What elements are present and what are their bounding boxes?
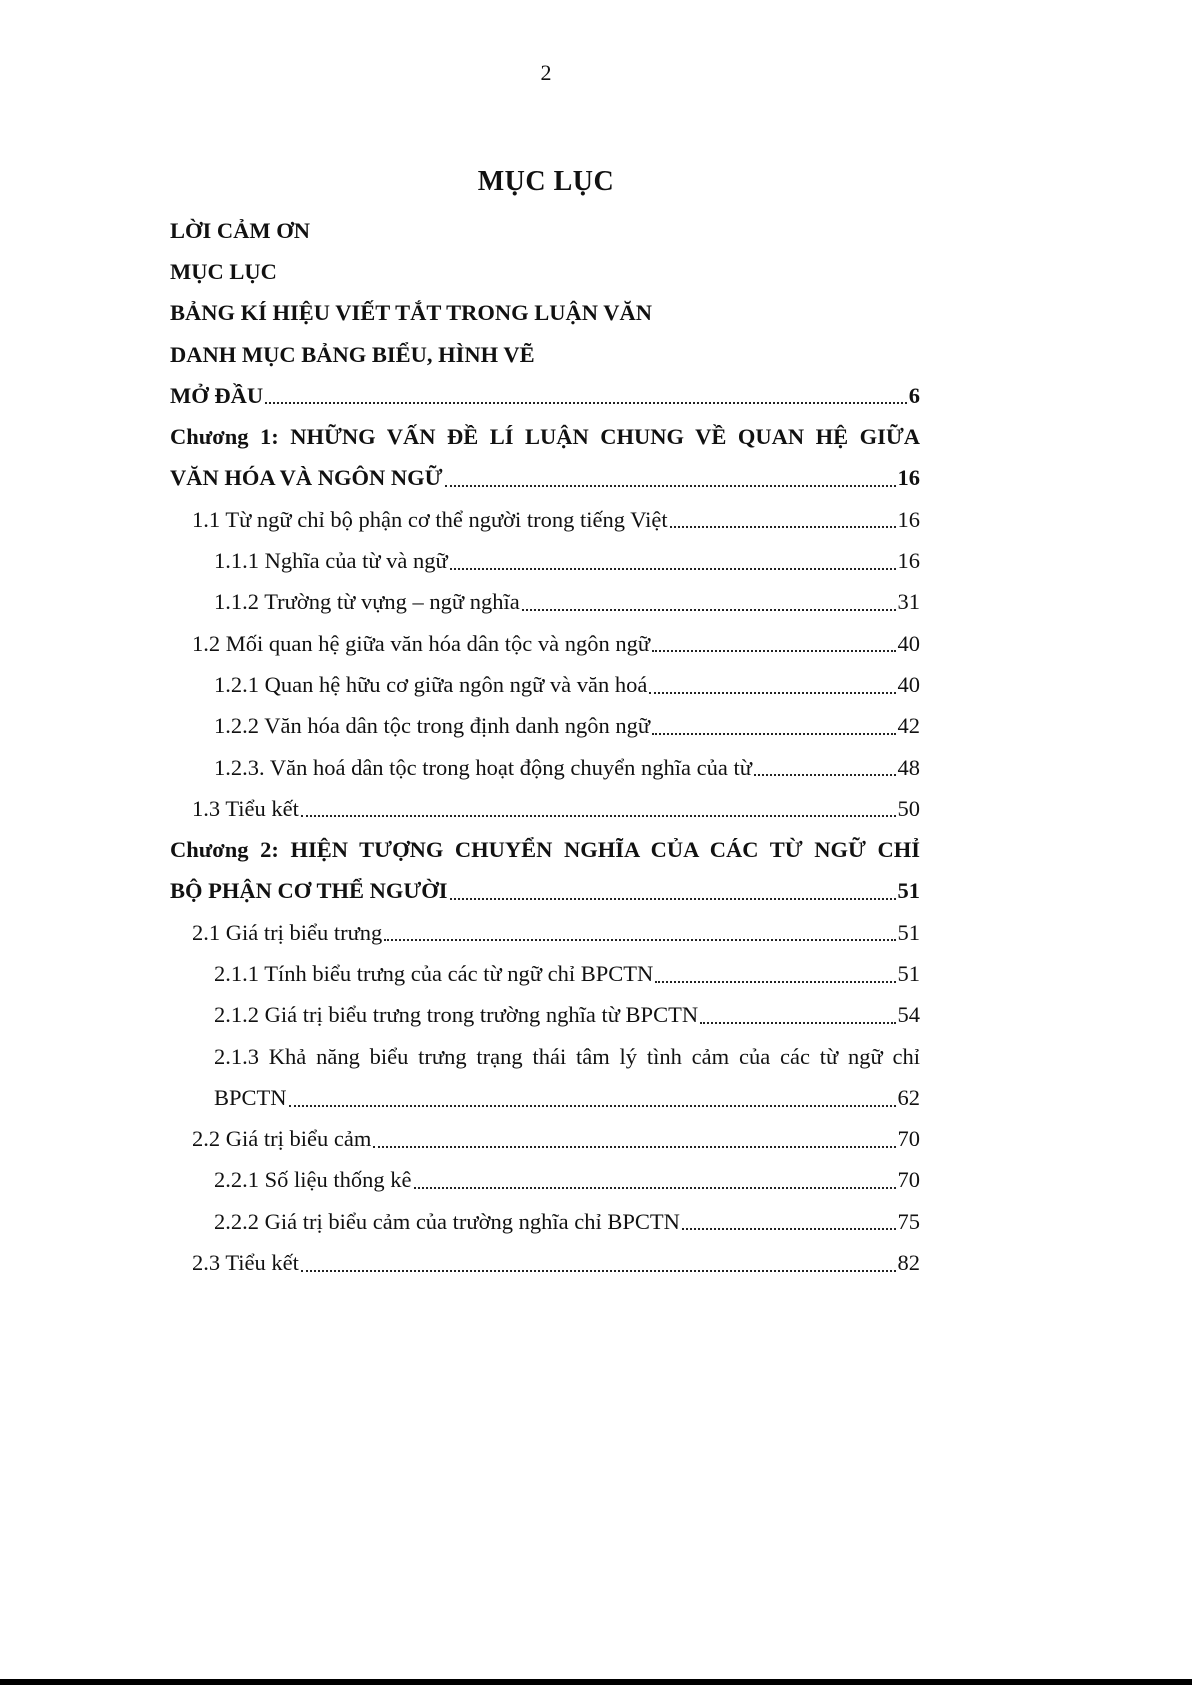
toc-entry[interactable]	[170, 210, 920, 251]
toc-entry-label: Chương 1: NHỮNG VẤN ĐỀ LÍ LUẬN CHUNG VỀ QUAN HỆ GIỮA	[170, 424, 920, 450]
toc-entry[interactable]	[170, 540, 920, 581]
dot-leader	[445, 463, 896, 490]
toc-entry-label: 1.2.1 Quan hệ hữu cơ giữa ngôn ngữ và văn hoá	[214, 671, 648, 697]
toc-entry-label: 2.1 Giá trị biểu trưng	[192, 919, 383, 945]
toc-entry-page: 16	[897, 465, 920, 491]
toc-entry-page: 51	[897, 960, 920, 986]
toc-entry[interactable]	[170, 334, 920, 375]
dot-leader	[522, 587, 896, 614]
toc-entry-label: VĂN HÓA VÀ NGÔN NGỮ	[170, 465, 443, 491]
toc-entry[interactable]	[170, 995, 920, 1036]
page-title: MỤC LỤC	[477, 166, 615, 197]
toc-entry-label: 1.2 Mối quan hệ giữa văn hóa dân tộc và ngôn ngữ	[192, 630, 651, 656]
toc-entry[interactable]	[170, 293, 920, 334]
toc-entry[interactable]	[170, 1201, 920, 1242]
toc-entry-page: 16	[897, 548, 920, 574]
toc-entry-label: 1.2.3. Văn hoá dân tộc trong hoạt động chuyển nghĩa của từ	[214, 754, 752, 780]
toc-entry[interactable]	[170, 829, 920, 870]
toc-entry-label: 2.3 Tiểu kết	[192, 1250, 299, 1276]
toc-entry-page: 16	[897, 506, 920, 532]
toc-entry-page: 70	[897, 1167, 920, 1193]
toc-entry[interactable]	[170, 912, 920, 953]
toc-entry-page: 54	[897, 1002, 920, 1028]
toc-entry-label: Chương 2: HIỆN TƯỢNG CHUYỂN NGHĨA CỦA CÁC TỪ NGỮ CHỈ	[170, 837, 920, 863]
page-number: 2	[540, 60, 552, 85]
toc-entry-page: 75	[897, 1208, 920, 1234]
dot-leader	[301, 1248, 896, 1275]
toc-entry-page: 51	[897, 878, 920, 904]
toc-entry-label: 2.2.1 Số liệu thống kê	[214, 1167, 412, 1193]
toc-entry-page: 51	[897, 919, 920, 945]
toc-entry[interactable]	[170, 1160, 920, 1201]
toc-entry-label: 1.2.2 Văn hóa dân tộc trong định danh ngôn ngữ	[214, 713, 651, 739]
toc-entry-label: DANH MỤC BẢNG BIỂU, HÌNH VẼ	[170, 341, 535, 367]
dot-leader	[450, 876, 896, 903]
dot-leader	[384, 917, 895, 944]
dot-leader	[682, 1206, 896, 1233]
dot-leader	[652, 711, 895, 738]
dot-leader	[670, 504, 896, 531]
toc-entry[interactable]	[170, 623, 920, 664]
dot-leader	[265, 380, 907, 407]
toc-entry[interactable]	[170, 416, 920, 457]
dot-leader	[289, 1083, 896, 1110]
toc-entry[interactable]	[170, 251, 920, 292]
toc-entry-label: 1.1 Từ ngữ chỉ bộ phận cơ thể người trong tiếng Việt	[192, 506, 668, 532]
toc-entry[interactable]	[170, 953, 920, 994]
dot-leader	[649, 670, 895, 697]
toc-entry[interactable]	[170, 664, 920, 705]
toc-entry[interactable]	[170, 788, 920, 829]
toc-entry-label: 2.2 Giá trị biểu cảm	[192, 1126, 372, 1152]
toc-entry[interactable]	[170, 706, 920, 747]
toc-entry-page: 6	[908, 382, 920, 408]
dot-leader	[450, 546, 896, 573]
toc-entry-page: 62	[897, 1084, 920, 1110]
toc-entry[interactable]	[170, 1036, 920, 1077]
toc-entry-page: 40	[897, 671, 920, 697]
toc-entry-label: MỞ ĐẦU	[170, 382, 264, 408]
dot-leader	[652, 628, 895, 655]
toc-entry[interactable]	[170, 1119, 920, 1160]
toc-entry-label: 2.2.2 Giá trị biểu cảm của trường nghĩa chỉ BPCTN	[214, 1208, 680, 1234]
dot-leader	[301, 793, 896, 820]
dot-leader	[414, 1165, 896, 1192]
toc-entry-page: 70	[897, 1126, 920, 1152]
table-of-contents	[170, 210, 920, 1284]
toc-entry[interactable]	[170, 458, 920, 499]
toc-entry[interactable]	[170, 1077, 920, 1118]
toc-entry-label: LỜI CẢM ƠN	[170, 217, 310, 243]
toc-entry-label: 2.1.1 Tính biểu trưng của các từ ngữ chỉ BPCTN	[214, 960, 654, 986]
toc-entry-label: BỘ PHẬN CƠ THỂ NGƯỜI	[170, 878, 448, 904]
toc-entry[interactable]	[170, 499, 920, 540]
toc-entry-label: BPCTN	[214, 1084, 287, 1110]
toc-entry-page: 40	[897, 630, 920, 656]
toc-entry-page: 48	[897, 754, 920, 780]
toc-entry-label: 1.3 Tiểu kết	[192, 795, 299, 821]
toc-entry-label: 1.1.1 Nghĩa của từ và ngữ	[214, 548, 448, 574]
toc-entry[interactable]	[170, 1242, 920, 1283]
dot-leader	[754, 752, 896, 779]
toc-entry-label: MỤC LỤC	[170, 258, 277, 284]
toc-entry[interactable]	[170, 747, 920, 788]
dot-leader	[655, 959, 895, 986]
toc-entry-label: 2.1.3 Khả năng biểu trưng trạng thái tâm lý tình cảm của các từ ngữ chỉ	[214, 1043, 920, 1069]
toc-entry[interactable]	[170, 871, 920, 912]
toc-entry-page: 31	[897, 589, 920, 615]
toc-entry[interactable]	[170, 375, 920, 416]
toc-entry-label: 2.1.2 Giá trị biểu trưng trong trường nghĩa từ BPCTN	[214, 1002, 699, 1028]
toc-entry-label: BẢNG KÍ HIỆU VIẾT TẮT TRONG LUẬN VĂN	[170, 300, 653, 326]
toc-entry-page: 50	[897, 795, 920, 821]
dot-leader	[700, 1000, 895, 1027]
toc-entry-page: 82	[897, 1250, 920, 1276]
dot-leader	[373, 1124, 895, 1151]
toc-entry[interactable]	[170, 582, 920, 623]
bottom-rule	[0, 1679, 1192, 1685]
toc-entry-label: 1.1.2 Trường từ vựng – ngữ nghĩa	[214, 589, 520, 615]
toc-entry-page: 42	[897, 713, 920, 739]
